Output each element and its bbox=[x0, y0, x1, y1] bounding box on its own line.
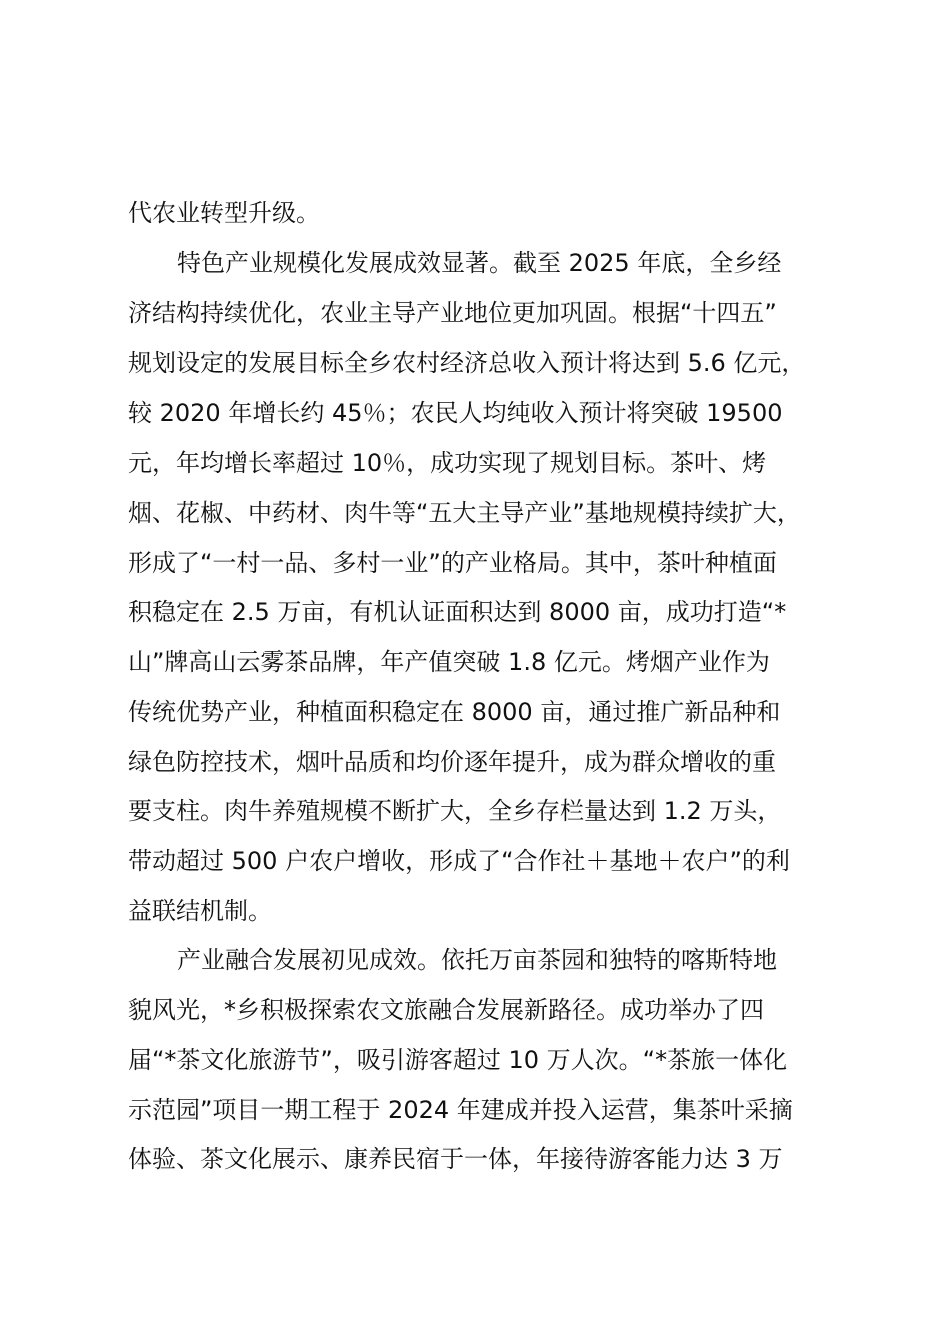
line-text: 较 2020 年增长约 45％；农民人均纯收入预计将突破 19500 bbox=[128, 399, 783, 427]
line-text: 规划设定的发展目标全乡农村经济总收入预计将达到 5.6 亿元， bbox=[128, 349, 806, 377]
text-line bbox=[0, 637, 950, 687]
line-text: 传统优势产业，种植面积稳定在 8000 亩，通过推广新品种和 bbox=[128, 698, 781, 726]
text-line bbox=[0, 1134, 950, 1184]
text-line bbox=[0, 188, 950, 238]
paragraph-first-line bbox=[0, 935, 950, 985]
line-text: 绿色防控技术，烟叶品质和均价逐年提升，成为群众增收的重 bbox=[128, 748, 776, 776]
text-line bbox=[0, 288, 950, 338]
text-line bbox=[0, 438, 950, 488]
line-text: 要支柱。肉牛养殖规模不断扩大，全乡存栏量达到 1.2 万头， bbox=[128, 797, 782, 825]
line-text: 形成了“一村一品、多村一业”的产业格局。其中，茶叶种植面 bbox=[128, 549, 777, 577]
line-text: 特色产业规模化发展成效显著。截至 2025 年底，全乡经 bbox=[177, 249, 782, 277]
line-text: 带动超过 500 户农户增收，形成了“合作社＋基地＋农户”的利 bbox=[128, 847, 790, 875]
line-text: 产业融合发展初见成效。依托万亩茶园和独特的喀斯特地 bbox=[177, 946, 777, 974]
line-text: 示范园”项目一期工程于 2024 年建成并投入运营，集茶叶采摘 bbox=[128, 1096, 793, 1124]
line-text: 烟、花椒、中药材、肉牛等“五大主导产业”基地规模持续扩大， bbox=[128, 499, 801, 527]
paragraph-first-line bbox=[0, 238, 950, 288]
line-text: 代农业转型升级。 bbox=[128, 199, 320, 227]
text-line bbox=[0, 1035, 950, 1085]
text-line bbox=[0, 687, 950, 737]
line-text: 济结构持续优化，农业主导产业地位更加巩固。根据“十四五” bbox=[128, 299, 777, 327]
text-line bbox=[0, 538, 950, 588]
text-line bbox=[0, 886, 950, 936]
text-line bbox=[0, 587, 950, 637]
line-text: 元，年均增长率超过 10％，成功实现了规划目标。茶叶、烤 bbox=[128, 449, 767, 477]
text-line bbox=[0, 836, 950, 886]
text-line bbox=[0, 1085, 950, 1135]
line-text: 貌风光，*乡积极探索农文旅融合发展新路径。成功举办了四 bbox=[128, 996, 764, 1024]
line-text: 益联结机制。 bbox=[128, 897, 272, 925]
line-text: 山”牌高山云雾茶品牌，年产值突破 1.8 亿元。烤烟产业作为 bbox=[128, 648, 770, 676]
line-text: 体验、茶文化展示、康养民宿于一体，年接待游客能力达 3 万 bbox=[128, 1145, 783, 1173]
text-line bbox=[0, 388, 950, 438]
text-line bbox=[0, 985, 950, 1035]
text-line bbox=[0, 488, 950, 538]
line-text: 积稳定在 2.5 万亩，有机认证面积达到 8000 亩，成功打造“* bbox=[128, 598, 787, 626]
text-line bbox=[0, 338, 950, 388]
text-line bbox=[0, 786, 950, 836]
text-line bbox=[0, 737, 950, 787]
line-text: 届“*茶文化旅游节”，吸引游客超过 10 万人次。“*茶旅一体化 bbox=[128, 1046, 788, 1074]
